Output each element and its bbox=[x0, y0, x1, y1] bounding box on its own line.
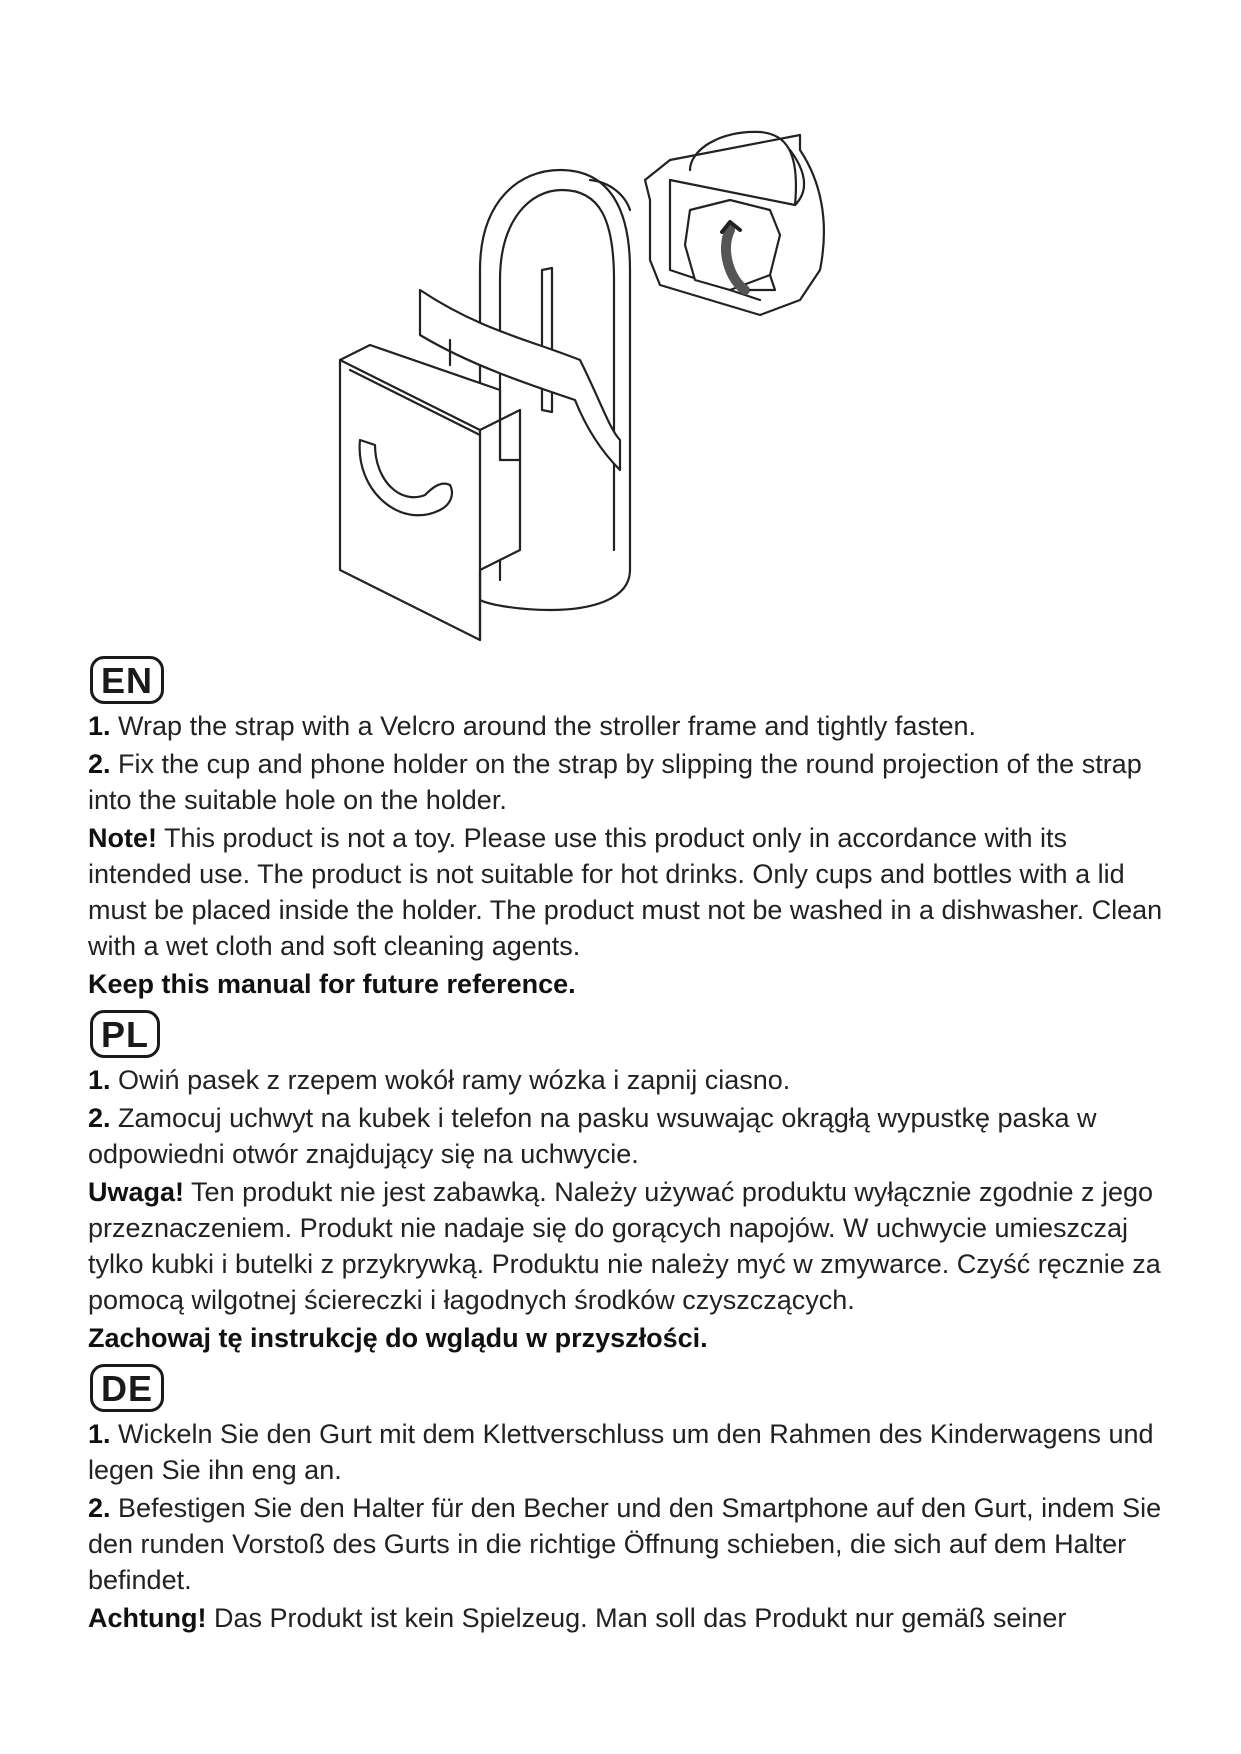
step-1: 1. Owiń pasek z rzepem wokół ramy wózka i zapnij ciasno. bbox=[88, 1065, 791, 1095]
keep-manual: Zachowaj tę instrukcję do wglądu w przyszłości. bbox=[88, 1323, 708, 1353]
step-2: 2. Fix the cup and phone holder on the strap by slipping the round projection of the strap into the suitable hole on the holder. bbox=[88, 749, 1142, 815]
step-2: 2. Zamocuj uchwyt na kubek i telefon na pasku wsuwając okrągłą wypustkę paska w odpowiedni otwór znajdujący się na uchwycie. bbox=[88, 1103, 1097, 1169]
note: Note! This product is not a toy. Please use this product only in accordance with its intended use. The product is not suitable for hot drinks. Only cups and bottles with a lid must be placed inside the holder. The product must not be washed in a dishwasher. Clean with a wet cloth and soft cleaning agents. bbox=[88, 823, 1163, 961]
section-de bbox=[88, 1364, 1168, 1636]
section-en bbox=[88, 656, 1168, 1002]
step-1: 1. Wickeln Sie den Gurt mit dem Klettverschluss um den Rahmen des Kinderwagens und legen Sie ihn eng an. bbox=[88, 1419, 1154, 1485]
note: Uwaga! Ten produkt nie jest zabawką. Należy używać produktu wyłącznie zgodnie z jego przeznaczeniem. Produkt nie nadaje się do gorących napojów. W uchwycie umieszczaj tylko kubki i butelki z przykrywką. Produktu nie należy myć w zmywarce. Czyść ręcznie za pomocą wilgotnej ściereczki i łagodnych środków czyszczących. bbox=[88, 1177, 1161, 1315]
note: Achtung! Das Produkt ist kein Spielzeug. Man soll das Produkt nur gemäß seiner bbox=[88, 1603, 1067, 1633]
section-pl bbox=[88, 1010, 1168, 1356]
keep-manual: Keep this manual for future reference. bbox=[88, 969, 576, 999]
step-1: 1. Wrap the strap with a Velcro around the stroller frame and tightly fasten. bbox=[88, 711, 976, 741]
lang-badge-de: DE bbox=[90, 1364, 164, 1412]
lang-badge-pl: PL bbox=[90, 1010, 160, 1058]
instructions bbox=[88, 656, 1168, 1642]
step-2: 2. Befestigen Sie den Halter für den Becher und den Smartphone auf den Gurt, indem Sie den runden Vorstoß des Gurts in die richtige Öffnung schieben, die sich auf dem Halter befindet. bbox=[88, 1493, 1162, 1595]
lang-badge-en: EN bbox=[90, 656, 164, 704]
cup-holder-illustration bbox=[330, 110, 910, 670]
